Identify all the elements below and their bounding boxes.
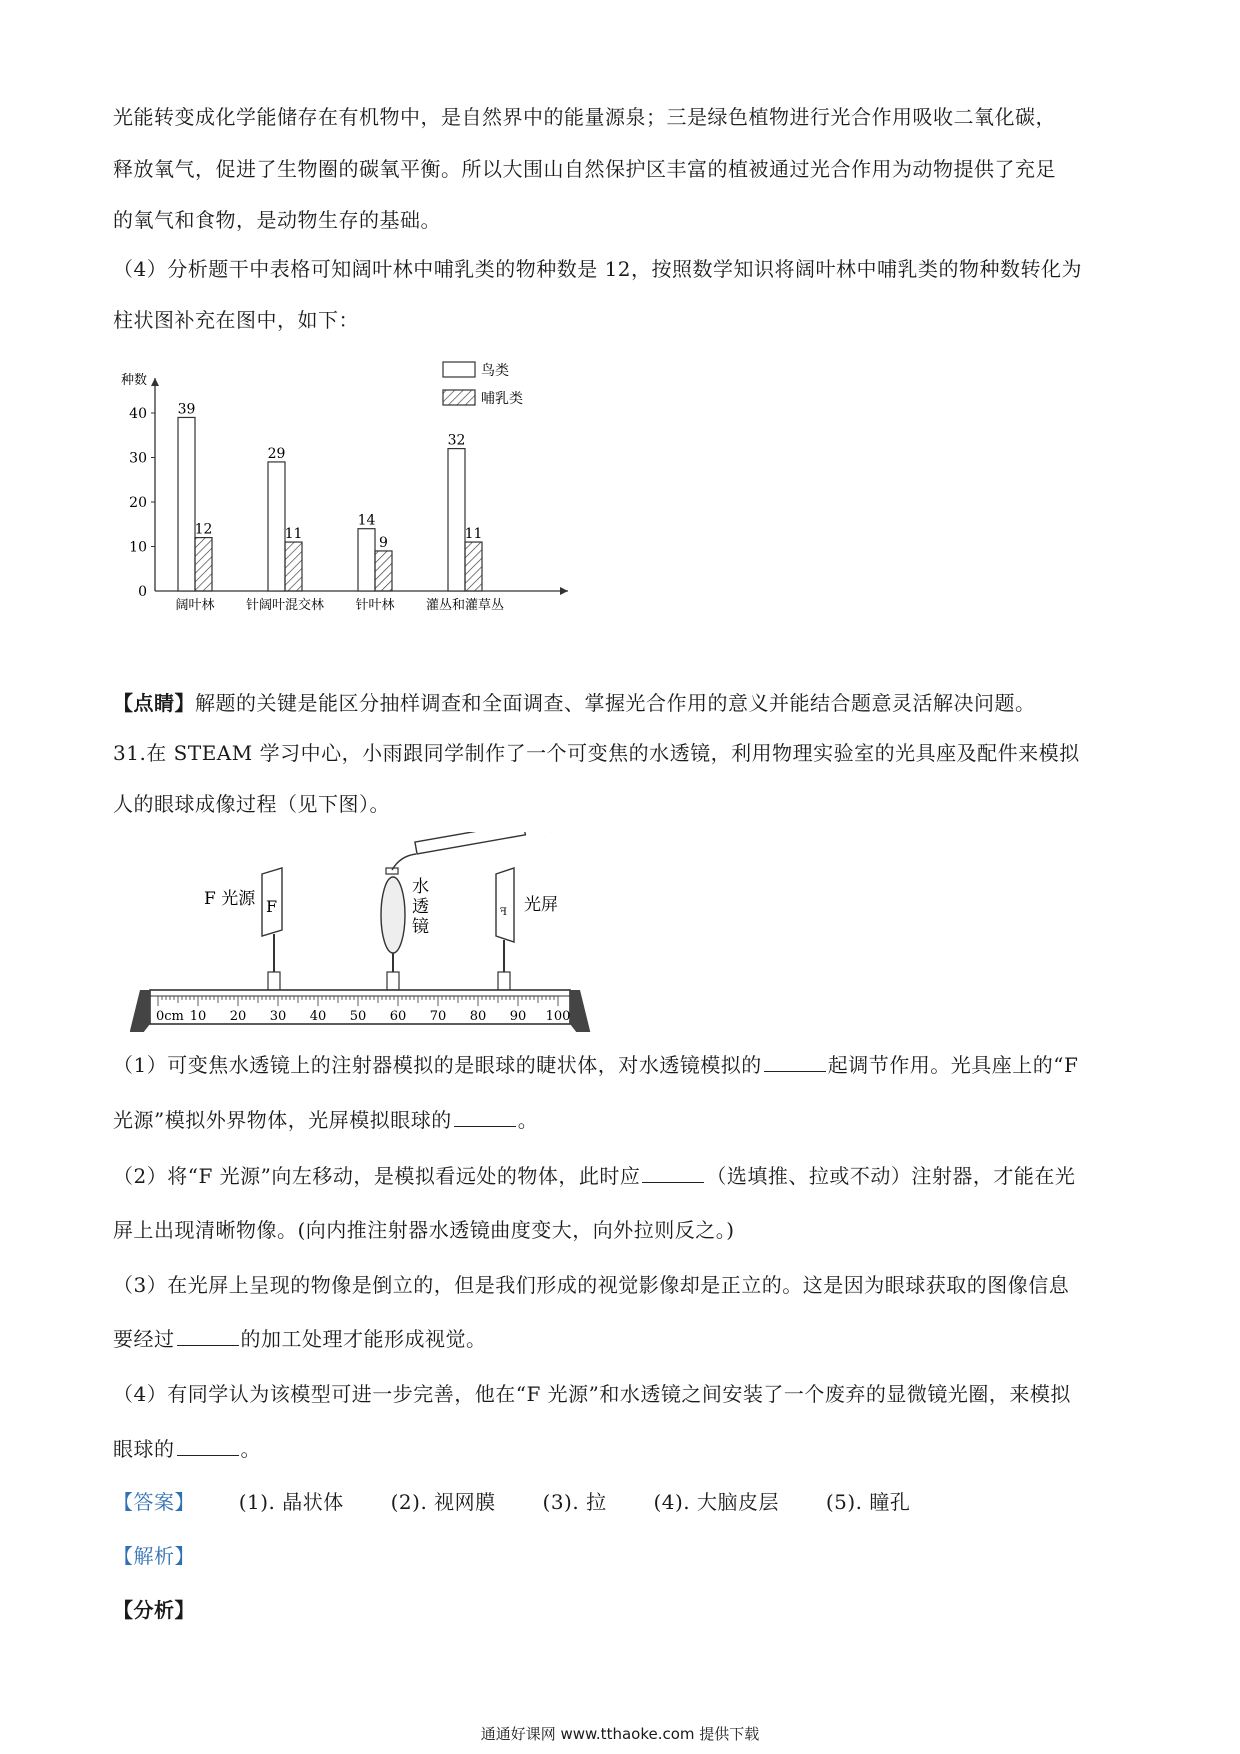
question-2-line: 屏上出现清晰物像。(向内推注射器水透镜曲度变大，向外拉则反之。): [113, 1218, 735, 1242]
screen-label: 光屏: [524, 895, 558, 915]
lens-label-3: 镜: [412, 917, 429, 937]
answer-item: (3). 拉: [542, 1490, 607, 1514]
bar: [195, 538, 212, 591]
question-4-line: [113, 1436, 1123, 1462]
water-lens: [381, 877, 405, 953]
legend-swatch: [443, 362, 475, 377]
q3-text-c: 的加工处理才能形成视觉。: [240, 1327, 487, 1351]
question-2-line: [113, 1163, 1123, 1189]
bar: [465, 542, 482, 591]
answer-label: 【答案】: [113, 1490, 195, 1514]
bar-data-label: 9: [379, 534, 388, 551]
tip-line: [113, 690, 1123, 716]
bar: [358, 529, 375, 591]
screen-image: ꟻ: [500, 907, 507, 918]
question-1-line: [113, 1107, 1123, 1133]
q2-text-b: （选填推、拉或不动）注射器，才能在光: [706, 1164, 1076, 1188]
bar-data-label: 29: [267, 445, 286, 462]
question-1-line: [113, 1052, 1123, 1078]
bar: [285, 542, 302, 591]
category-label: 灌丛和灌草丛: [425, 598, 505, 613]
light-source-label: F 光源: [204, 889, 256, 909]
bench-right-leg: [570, 990, 594, 1032]
paragraph-line: 的氧气和食物，是动物生存的基础。: [113, 208, 441, 232]
light-screen: [496, 868, 514, 942]
light-source-letter: F: [266, 897, 278, 916]
q1-text-b: 起调节作用。光具座上的“F: [827, 1053, 1079, 1077]
question-4-line: （4）有同学认为该模型可进一步完善，他在“F 光源”和水透镜之间安装了一个废弃的显微镜光圈，来模拟: [113, 1382, 1071, 1406]
tip-label: 【点睛】: [113, 691, 195, 715]
ruler-label: 40: [309, 1009, 327, 1024]
bar-data-label: 11: [464, 526, 483, 543]
paragraph-line: 柱状图补充在图中，如下：: [113, 308, 359, 332]
ruler-label: 100: [545, 1009, 571, 1024]
y-tick-label: 40: [129, 406, 147, 422]
paragraph-line: （4）分析题干中表格可知阔叶林中哺乳类的物种数是 12，按照数学知识将阔叶林中哺乳类的物种数转化为: [113, 257, 1083, 281]
bar-data-label: 14: [357, 512, 376, 529]
ruler-label: 80: [469, 1009, 487, 1024]
answer-item: (2). 视网膜: [390, 1490, 496, 1514]
question-3-line: （3）在光屏上呈现的物像是倒立的，但是我们形成的视觉影像却是正立的。这是因为眼球获取的图像信息: [113, 1273, 1070, 1297]
x-axis-arrow: [560, 587, 568, 595]
y-tick-label: 20: [129, 495, 147, 511]
ruler-label: 30: [269, 1009, 287, 1024]
bench-left-leg: [130, 990, 150, 1032]
analysis-label: 【解析】: [113, 1544, 195, 1568]
q1-text-c: 光源”模拟外界物体，光屏模拟眼球的: [113, 1108, 452, 1132]
answer-blank-4[interactable]: [177, 1327, 239, 1346]
footer: 通通好课网 www.tthaoke.com 提供下载: [480, 1725, 760, 1743]
legend-label: 哺乳类: [481, 391, 523, 407]
ruler-label: 20: [229, 1009, 247, 1024]
q3-text-b: 要经过: [113, 1327, 175, 1351]
legend-swatch: [443, 390, 475, 405]
ruler-label: 70: [429, 1009, 447, 1024]
q2-text-a: （2）将“F 光源”向左移动，是模拟看远处的物体，此时应: [113, 1164, 641, 1188]
bar-data-label: 39: [177, 401, 196, 418]
category-label: 阔叶林: [175, 598, 215, 613]
y-tick-label: 10: [129, 539, 147, 556]
bar: [448, 449, 465, 591]
answer-blank-5[interactable]: [177, 1437, 239, 1456]
q4-text-b: 眼球的: [113, 1437, 175, 1461]
y-tick-label: 0: [138, 584, 147, 600]
paragraph-line: 光能转变成化学能储存在有机物中，是自然界中的能量源泉；三是绿色植物进行光合作用吸收二氧化碳，: [113, 105, 1056, 129]
ruler-label: 50: [349, 1009, 367, 1024]
answer-line: [113, 1489, 1123, 1515]
bar-data-label: 11: [284, 526, 303, 543]
q1-text-d: 。: [517, 1108, 539, 1132]
answer-blank-1[interactable]: [764, 1053, 826, 1072]
ruler-label: 10: [189, 1009, 207, 1024]
syringe: [386, 832, 551, 874]
category-label: 针叶林: [355, 598, 395, 613]
lens-label-2: 透: [412, 897, 429, 917]
ruler-label: 90: [509, 1009, 527, 1024]
bar: [178, 417, 195, 591]
y-tick-label: 30: [129, 450, 147, 467]
question-31-line: 人的眼球成像过程（见下图）。: [113, 792, 390, 816]
legend-label: 鸟类: [481, 363, 509, 379]
answer-blank-2[interactable]: [454, 1108, 516, 1127]
paragraph-line: 释放氧气，促进了生物圈的碳氧平衡。所以大围山自然保护区丰富的植被通过光合作用为动物提供了充足: [113, 157, 1056, 181]
bar: [268, 462, 285, 591]
bar-chart: [113, 358, 583, 618]
tip-text: 解题的关键是能区分抽样调查和全面调查、掌握光合作用的意义并能结合题意灵活解决问题。: [195, 691, 1036, 715]
q4-text-c: 。: [240, 1437, 261, 1461]
answer-item: (4). 大脑皮层: [653, 1490, 779, 1514]
lens-label-1: 水: [412, 877, 429, 897]
y-axis-label: 种数: [121, 373, 148, 388]
q1-text-a: （1）可变焦水透镜上的注射器模拟的是眼球的睫状体，对水透镜模拟的: [113, 1053, 762, 1077]
y-axis-arrow: [151, 378, 159, 386]
ruler-label: 60: [389, 1009, 407, 1024]
answer-blank-3[interactable]: [642, 1164, 704, 1183]
ruler-label: 0cm: [156, 1009, 184, 1024]
bar-data-label: 32: [447, 432, 466, 449]
bar-data-label: 12: [194, 521, 213, 538]
question-3-line: [113, 1326, 1123, 1352]
answer-item: (5). 瞳孔: [825, 1490, 911, 1514]
answer-item: (1). 晶状体: [238, 1490, 344, 1514]
bar: [375, 551, 392, 591]
optical-bench-figure: [130, 832, 630, 1032]
question-31-line: 31.在 STEAM 学习中心，小雨跟同学制作了一个可变焦的水透镜，利用物理实验室的光具座及配件来模拟: [113, 741, 1080, 765]
fenxi-label: 【分析】: [113, 1598, 195, 1622]
category-label: 针阔叶混交林: [245, 598, 325, 613]
